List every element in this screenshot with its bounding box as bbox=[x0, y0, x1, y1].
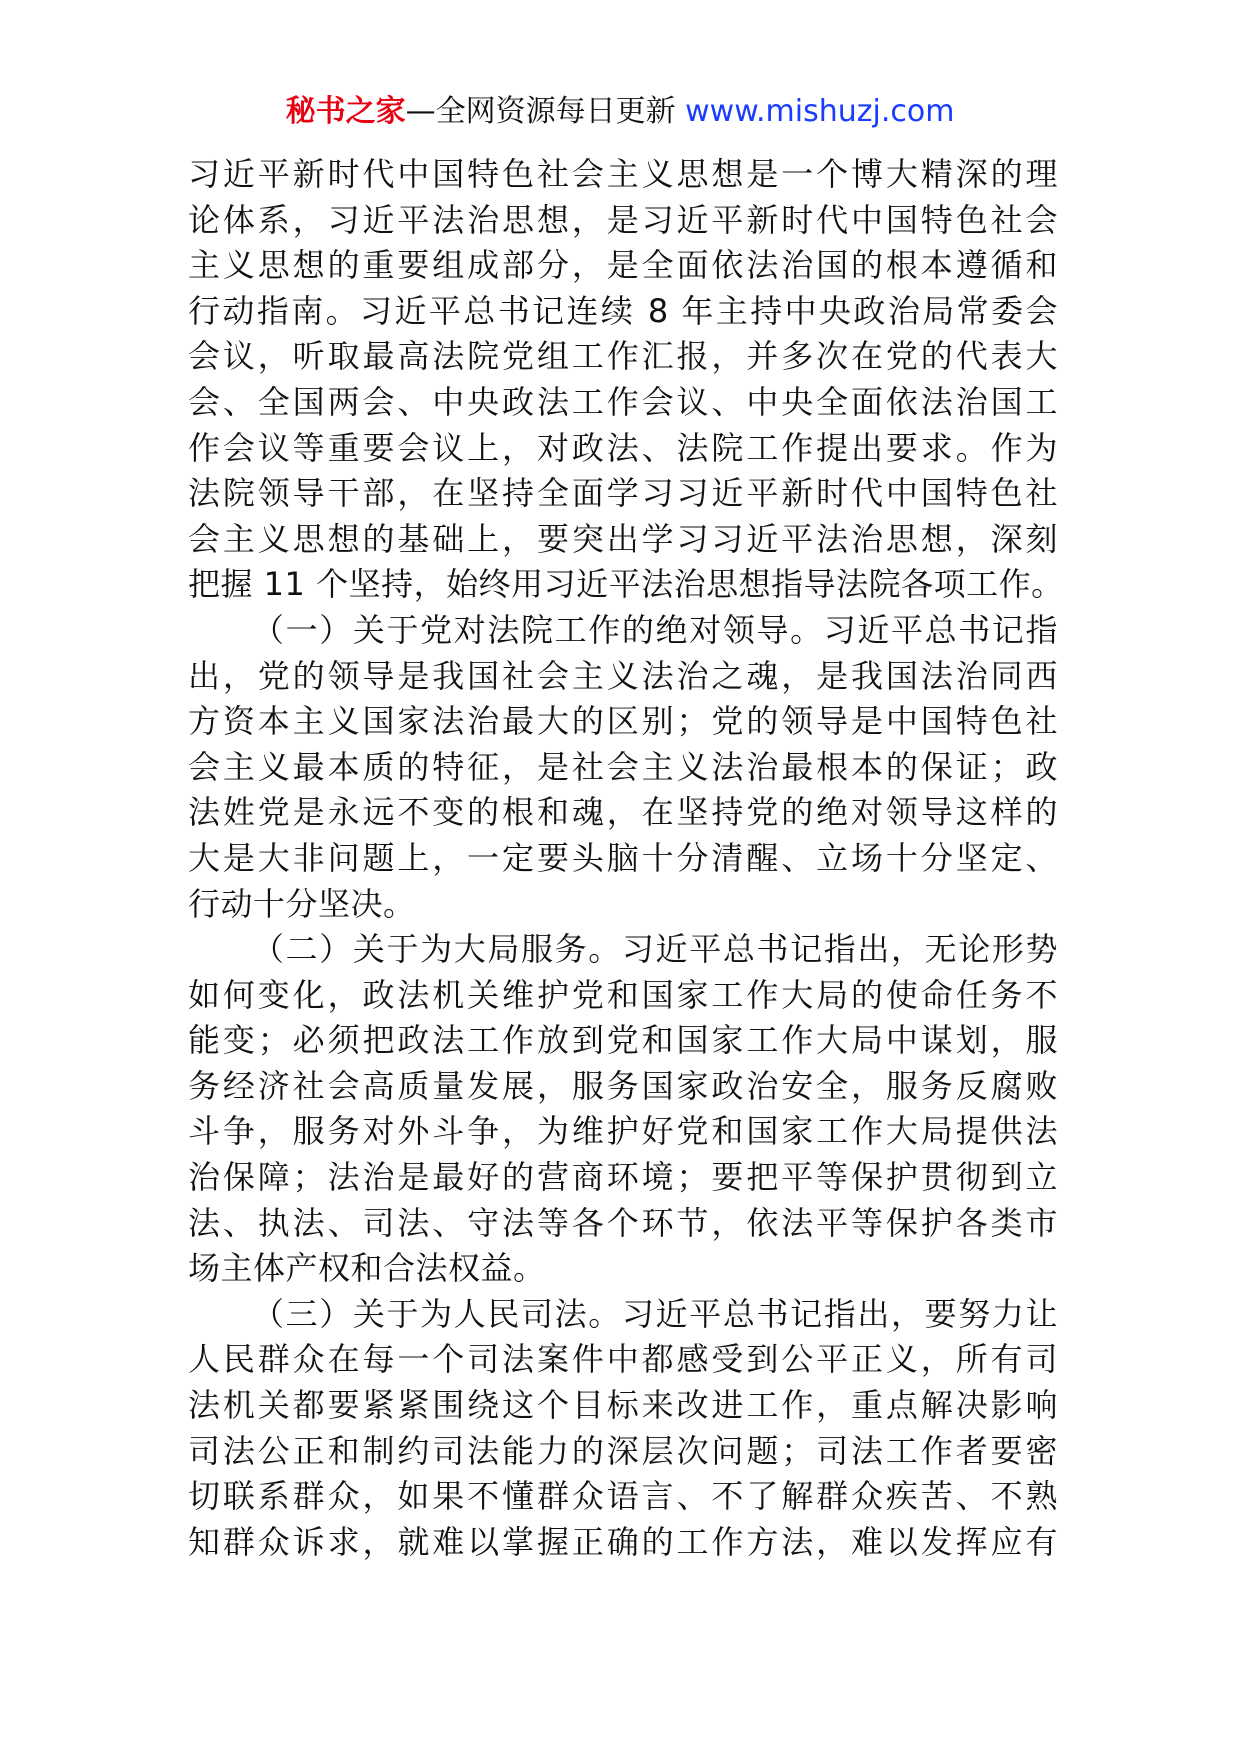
document-body bbox=[188, 152, 1064, 1565]
header-tagline: —全网资源每日更新 bbox=[405, 94, 686, 129]
body-line: 如何变化，政法机关维护党和国家工作大局的使命任务不 bbox=[188, 975, 1058, 1014]
body-line: 会议，听取最高法院党组工作汇报，并多次在党的代表大 bbox=[188, 337, 1058, 376]
body-line: 习近平新时代中国特色社会主义思想是一个博大精深的理 bbox=[188, 155, 1058, 193]
body-line: 主义思想的重要组成部分，是全面依法治国的根本遵循和 bbox=[188, 246, 1058, 285]
site-url-link[interactable]: www.mishuzj.com bbox=[685, 94, 955, 129]
body-line: 人民群众在每一个司法案件中都感受到公平正义，所有司 bbox=[188, 1340, 1058, 1379]
section-heading-line: （一）关于党对法院工作的绝对领导。习近平总书记指 bbox=[252, 610, 1058, 649]
body-line: 法机关都要紧紧围绕这个目标来改进工作，重点解决影响 bbox=[188, 1386, 1058, 1425]
body-line: 场主体产权和合法权益。 bbox=[188, 1249, 546, 1288]
body-line: 会、全国两会、中央政法工作会议、中央全面依法治国工 bbox=[188, 382, 1058, 421]
body-line: 切联系群众，如果不懂群众语言、不了解群众疾苦、不熟 bbox=[188, 1477, 1058, 1516]
body-line: 方资本主义国家法治最大的区别；党的领导是中国特色社 bbox=[188, 702, 1058, 741]
body-line: 把握 11 个坚持，始终用习近平法治思想指导法院各项工作。 bbox=[188, 565, 1064, 604]
body-line: 法院领导干部，在坚持全面学习习近平新时代中国特色社 bbox=[188, 474, 1058, 513]
body-line: 能变；必须把政法工作放到党和国家工作大局中谋划，服 bbox=[188, 1021, 1058, 1060]
body-line: 会主义最本质的特征，是社会主义法治最根本的保证；政 bbox=[188, 747, 1058, 786]
section-heading-line: （三）关于为人民司法。习近平总书记指出，要努力让 bbox=[252, 1294, 1058, 1333]
body-line: 务经济社会高质量发展，服务国家政治安全，服务反腐败 bbox=[188, 1066, 1058, 1105]
body-line: 知群众诉求，就难以掌握正确的工作方法，难以发挥应有 bbox=[188, 1522, 1058, 1561]
body-line: 法姓党是永远不变的根和魂，在坚持党的绝对领导这样的 bbox=[188, 793, 1058, 832]
body-line: 治保障；法治是最好的营商环境；要把平等保护贯彻到立 bbox=[188, 1158, 1058, 1197]
body-line: 行动指南。习近平总书记连续 8 年主持中央政治局常委会 bbox=[188, 291, 1058, 330]
body-line: 法、执法、司法、守法等各个环节，依法平等保护各类市 bbox=[188, 1203, 1058, 1242]
body-line: 出，党的领导是我国社会主义法治之魂，是我国法治同西 bbox=[188, 656, 1058, 695]
body-line: 会主义思想的基础上，要突出学习习近平法治思想，深刻 bbox=[188, 519, 1058, 558]
body-line: 斗争，服务对外斗争，为维护好党和国家工作大局提供法 bbox=[188, 1112, 1058, 1151]
body-line: 司法公正和制约司法能力的深层次问题；司法工作者要密 bbox=[188, 1431, 1058, 1470]
body-line: 作会议等重要会议上，对政法、法院工作提出要求。作为 bbox=[188, 428, 1058, 467]
brand-name: 秘书之家 bbox=[285, 94, 406, 129]
section-heading-line: （二）关于为大局服务。习近平总书记指出，无论形势 bbox=[252, 930, 1058, 969]
body-line: 行动十分坚决。 bbox=[188, 884, 416, 923]
body-line: 大是大非问题上，一定要头脑十分清醒、立场十分坚定、 bbox=[188, 838, 1058, 877]
site-header bbox=[0, 92, 1240, 132]
body-line: 论体系，习近平法治思想，是习近平新时代中国特色社会 bbox=[188, 200, 1058, 239]
